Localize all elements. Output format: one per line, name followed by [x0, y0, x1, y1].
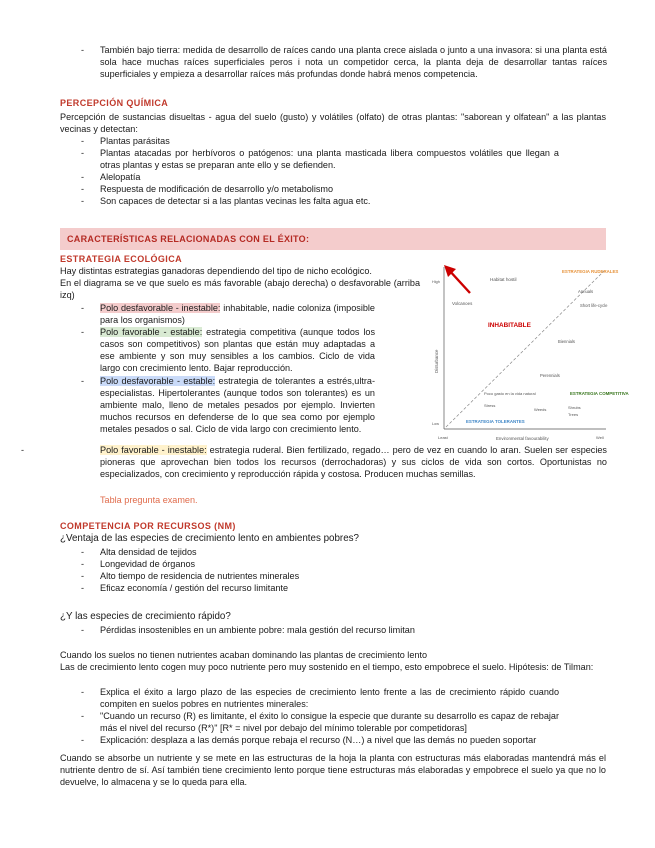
section-heading-estrategia: ESTRATEGIA ECOLÓGICA: [60, 254, 183, 264]
list-item: - Alelopatía: [60, 171, 559, 183]
x-high: Well: [596, 435, 604, 440]
pole-text: estrategia de tolerantes a estrés,ultra-especialistas. Hipertolerantes (aunque todos son tolerantes) es un ambiente malo, lleno de metales pesados por ejemplo. Invierten muchos recursos en defenderse de lo que sea como por ejemplo metales pesados o sal. Ciclo de vida largo con crecimiento lento.: [100, 375, 376, 434]
list-item: - Alto tiempo de residencia de nutrientes minerales: [60, 570, 559, 582]
list-item: - "Cuando un recurso (R) es limitante, el éxito lo consigue la especie que durante su desarrollo es capaz de rebajar más el nivel del recurso (R*)" [R* = nivel por debajo del mínimo tolerable por competidoras]: [60, 710, 559, 734]
inhabitable-label: INHABITABLE: [488, 322, 531, 329]
y-high: High: [432, 280, 440, 284]
fast-list: [0, 624, 607, 636]
stress-text2: Stress: [484, 403, 496, 408]
trees: Trees: [568, 412, 579, 417]
list-item: - También bajo tierra: medida de desarrollo de raíces cando una planta crece aislada o junto a una invasora: si una planta está sola hace muchas raíces superficiales peros i nota un competidor cerca, la planta deja de desarrollar tantas raíces superficiales y empieza a desarrollar raíces más profundas donde habrá menos competencia.: [60, 44, 607, 80]
list-item: - Longevidad de órganos: [60, 558, 559, 570]
pole-text: inhabitable, nadie coloniza (imposible para los organismos): [100, 303, 375, 326]
pole-text: estrategia ruderal. Bien fertilizado, regado… pero de vez en cuando lo aran. Suelen ser especies pioneras que aprovechan bien todos los recursos (derrochadoras) y sus ciclos de vida son cortos. Oportunistas no especializados, con crecimiento y reproducción rápida y costosa. Producen muchas semillas.: [100, 445, 607, 480]
question: ¿Ventaja de las especies de crecimiento lento en ambientes pobres?: [60, 533, 359, 544]
exam-note: Tabla pregunta examen.: [100, 495, 198, 505]
biennials: Biennials: [558, 339, 575, 344]
ruderal-label: ESTRATEGIA RUDERALES: [562, 269, 619, 274]
region-top: Habitat hostil: [490, 277, 517, 282]
list-item-pole: [60, 326, 375, 374]
list-item: - Eficaz economía / gestión del recurso limitante: [60, 582, 559, 594]
paragraph: Las de crecimiento lento cogen muy poco nutriente pero muy sostenido en el tiempo, esto empobrece el suelo. Hipótesis: de Tilman:: [60, 662, 594, 672]
section-heading-competencia: COMPETENCIA POR RECURSOS (NM): [60, 521, 236, 531]
y-low: Low: [432, 422, 439, 426]
list-item-pole: - Polo favorable - inestable: estrategia ruderal. Bien fertilizado, regado… pero de vez en cuando lo aran. Suelen ser especies pioneras que aprovechan bien todos los recursos (derrochadoras) y sus ciclos de vida son cortos. Oportunistas no especializados, con crecimiento y reproducción rápida y costosa. Producen muchas semillas.: [21, 445, 607, 480]
pole-label: Polo favorable - estable:: [100, 327, 203, 338]
y-axis-label: Disturbance: [434, 349, 439, 373]
ecological-strategy-diagram: [430, 263, 629, 445]
slow-list: [0, 546, 607, 594]
tilman-list: [0, 686, 607, 746]
annuals: Annuals: [578, 289, 594, 294]
list-item-pole: [60, 375, 375, 435]
percepcion-list: [0, 135, 607, 208]
pole-text: estrategia competitiva (aunque todos los casos son competitivos) son plantas que están muy adaptadas a ese ambiente y son muy sensibles a los cambios. Ciclo de vida largo con crecimiento lento. Bajar reproducción.: [100, 327, 375, 374]
shrubs: Shrubs: [568, 405, 581, 410]
list-item: - Alta densidad de tejidos: [60, 546, 559, 558]
section-heading-percepcion: PERCEPCIÓN QUÍMICA: [60, 98, 169, 108]
pole-label: Polo desfavorable - inestable:: [100, 303, 221, 313]
paragraph: Percepción de sustancias disueltas - agua del suelo (gusto) y volátiles (olfato) de otras plantas: "saborean y olfatean" a las plantas vecinas y detectan:: [60, 112, 606, 135]
competitive-label: ESTRATEGIA COMPETITIVA: [570, 391, 629, 396]
short-perennials: Short life-cycle: [580, 303, 608, 308]
list-item: - Son capaces de detectar si a las plantas vecinas les falta agua etc.: [60, 195, 559, 207]
perennials: Perennials: [540, 373, 560, 378]
pole-label: Polo favorable - inestable:: [100, 445, 207, 455]
question: ¿Y las especies de crecimiento rápido?: [60, 611, 231, 622]
stress-text: Poco gasto en la vida natural: [484, 391, 536, 396]
paragraph: En el diagrama se ve que suelo es más favorable (abajo derecha) o desfavorable (arriba izq): [60, 278, 420, 301]
paragraph: Cuando se absorbe un nutriente y se mete en las estructuras de la hoja la planta con estructuras más elaboradas mantendrá más el nutriente dentro de sí. Así también tiene crecimiento lento porque tiene estructuras más elaboradas y empobrece el suelo ya que no lo devuelve, lo almacena y se lo queda para ella.: [60, 753, 606, 788]
x-low: Least: [438, 435, 448, 440]
list-item: - Explicación: desplaza a las demás porque rebaja el recurso (N…) a nivel que las demás no pueden soportar: [60, 734, 559, 746]
list-item: - Plantas parásitas: [60, 135, 559, 147]
x-axis-label: Environmental favourability: [496, 436, 549, 441]
list-item: - Respuesta de modificación de desarrollo y/o metabolismo: [60, 183, 559, 195]
list-item: - Explica el éxito a largo plazo de las especies de crecimiento lento frente a las de crecimiento rápido cuando compiten en suelos pobres en nutrientes minerales:: [60, 686, 559, 710]
list-item: - Pérdidas insostenibles en un ambiente pobre: mala gestión del recurso limitan: [60, 624, 559, 636]
volcanoes: Volcanoes: [452, 301, 473, 306]
weeds: Weeds: [534, 407, 547, 412]
list-item: - Plantas atacadas por herbívoros o patógenos: una planta masticada libera compuestos volátiles que llegan a otras plantas y estas se preparan ante ello y se defienden.: [60, 147, 559, 171]
section-banner: CARACTERÍSTICAS RELACIONADAS CON EL ÉXITO:: [60, 228, 606, 250]
pole-label: Polo desfavorable - estable:: [100, 375, 216, 386]
tolerant-label: ESTRATEGIA TOLERANTES: [466, 419, 525, 424]
list-item-pole: [60, 302, 375, 326]
paragraph: Hay distintas estrategias ganadoras dependiendo del tipo de nicho ecológico.: [60, 266, 372, 276]
paragraph: Cuando los suelos no tienen nutrientes acaban dominando las plantas de crecimiento lento: [60, 650, 428, 660]
